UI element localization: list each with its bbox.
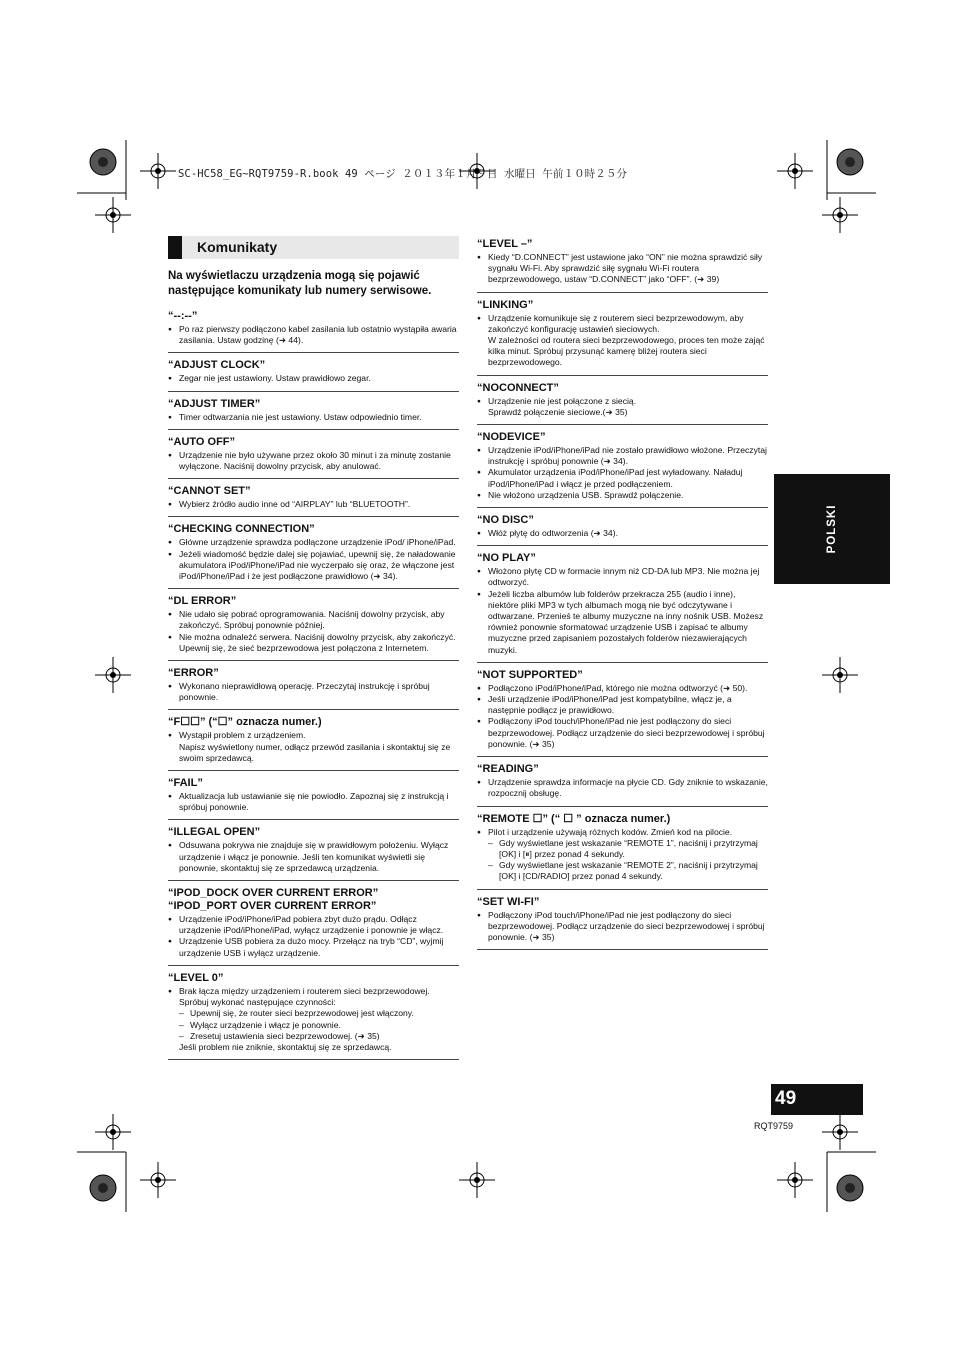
message-code: “CANNOT SET” [168,485,251,498]
crosshair-icon [459,1162,495,1198]
message-list-left [168,308,459,1060]
message-code: “F☐☐” (“☐” oznacza numer.) [168,716,322,729]
message-description [477,445,768,501]
description-item: ● Włóż płytę do odtworzenia (➜ 34). [477,528,768,539]
description-item: ● Podłączono iPod/iPhone/iPad, którego nie można odtworzyć (➜ 50). [477,683,768,694]
message-entry [477,297,768,376]
heading-bar [168,236,182,259]
crosshair-icon [95,197,131,233]
message-code: “LEVEL –” [477,238,533,250]
message-code: “--:--” [168,310,198,322]
message-description [168,450,459,472]
intro-text: Na wyświetlaczu urządzenia mogą się pojawić następujące komunikaty lub numery serwisowe. [168,270,432,297]
message-description [168,609,459,654]
description-item: ● Pilot i urządzenie używają różnych kodów. Zmień kod na pilocie. [477,827,768,838]
description-item: ● Nie udało się pobrać oprogramowania. Naciśnij dowolny przycisk, aby zakończyć. Spróbuj ponownie później. [168,609,459,631]
crosshair-icon [777,153,813,189]
message-entry [477,380,768,425]
message-entry [168,593,459,661]
crosshair-icon [822,657,858,693]
message-entry [168,824,459,881]
crosshair-icon [95,657,131,693]
description-item: ● Wykonano nieprawidłową operację. Przeczytaj instrukcję i spróbuj ponownie. [168,681,459,703]
page-number: 49 [775,1088,797,1109]
description-item: – Zresetuj ustawienia sieci bezprzewodowej. (➜ 35) [168,1031,459,1042]
description-item: ● Nie można odnaleźć serwera. Naciśnij dowolny przycisk, aby zakończyć. Upewnij się, że sieć bezprzewodowa jest połączona z Internetem. [168,632,459,654]
print-header: SC-HC58_EG~RQT9759-R.book 49 ページ ２０１３年１月９日 水曜日 午前１０時２５分 [178,168,628,180]
message-code: “LINKING” [477,298,534,311]
message-description [168,914,459,959]
description-item: ● Główne urządzenie sprawdza podłączone urządzenie iPod/ iPhone/iPad. [168,537,459,548]
registration-star-icon [90,149,116,175]
crosshair-icon [822,197,858,233]
message-description [477,683,768,750]
message-description [477,910,768,944]
description-item: ● Urządzenie nie było używane przez około 30 minut i za minutę zostanie wyłączone. Naciśnij dowolny przycisk, aby anulować. [168,450,459,472]
message-entry [168,434,459,479]
description-item: ● Zegar nie jest ustawiony. Ustaw prawidłowo zegar. [168,373,459,384]
message-description [168,499,459,510]
registration-star-icon [837,149,863,175]
message-list-right [477,236,768,950]
message-entry [477,429,768,508]
message-code: “ADJUST CLOCK” [168,359,266,372]
message-entry [477,236,768,293]
message-entry [168,308,459,353]
description-item: – Upewnij się, że router sieci bezprzewodowej jest włączony. [168,1008,459,1019]
message-entry [168,775,459,820]
message-entry [168,714,459,771]
message-description [168,324,459,346]
description-item: W zależności od routera sieci bezprzewodowego, proces ten może zająć kilka minut. Spróbuj przysunąć kamerę bliżej routera sieci bezprzewodowego. [488,335,765,368]
message-description [477,252,768,286]
message-code: “READING” [477,763,539,776]
description-item: ● Urządzenie sprawdza informacje na płycie CD. Gdy zniknie to wskazanie, rozpocznij obsługę. [477,777,768,799]
crosshair-icon [140,153,176,189]
description-item: ● Nie włożono urządzenia USB. Sprawdź połączenie. [477,490,768,501]
message-entry [477,550,768,663]
message-description [477,528,768,539]
message-entry [168,357,459,391]
description-item: – Gdy wyświetlane jest wskazanie “REMOTE 2”, naciśnij i przytrzymaj [OK] i [CD/RADIO] przez ponad 4 sekundy. [477,860,768,882]
description-item: Sprawdź połączenie sieciowe.(➜ 35) [488,406,628,417]
message-code: “NODEVICE” [477,431,546,444]
description-item: ● Podłączony iPod touch/iPhone/iPad nie jest podłączony do sieci bezprzewodowej. Podłącz urządzenie do sieci bezprzewodowej i spróbuj ponownie. (➜ 35) [477,910,768,944]
message-entry [168,483,459,517]
message-description [477,313,768,369]
message-description [168,730,459,764]
description-item: ● Jeżeli wiadomość będzie dalej się pojawiać, upewnij się, że naładowanie akumulatora iPod/iPhone/iPad nie wyczerpało się oraz, że włączone jest iPod/iPhone/iPad i że jest podłączone prawidłowo (➜ 34). [168,549,459,583]
description-item: ● Po raz pierwszy podłączono kabel zasilania lub ostatnio wystąpiła awaria zasilania. Ustaw godzinę (➜ 44). [168,324,459,346]
message-entry [477,667,768,757]
message-description [477,777,768,799]
message-entry [168,665,459,710]
message-description [168,791,459,813]
message-entry [477,811,768,890]
description-item: ● Timer odtwarzania nie jest ustawiony. Ustaw odpowiednio timer. [168,412,459,423]
crosshair-icon [777,1162,813,1198]
message-code: “CHECKING CONNECTION” [168,523,315,536]
description-item: ● Odsuwana pokrywa nie znajduje się w prawidłowym położeniu. Wyłącz urządzenie i włącz je ponownie. Jeśli ten komunikat wyświetli się ponownie, skontaktuj się ze sprzedawcą urządzenia. [168,840,459,874]
description-item: ● Brak łącza między urządzeniem i routerem sieci bezprzewodowej. Spróbuj wykonać następujące czynności: [168,986,459,1008]
message-entry [477,894,768,951]
crosshair-icon [140,1162,176,1198]
message-description [168,537,459,582]
left-column [168,236,459,1064]
description-item: ● Urządzenie iPod/iPhone/iPad nie zostało prawidłowo włożone. Przeczytaj instrukcję i spróbuj ponownie (➜ 34). [477,445,768,467]
message-description [168,986,459,1053]
message-code: “ERROR” [168,667,219,680]
language-tab [774,474,890,584]
message-entry [168,521,459,589]
message-code: “ILLEGAL OPEN” [168,826,261,839]
message-code: “NO PLAY” [477,552,536,565]
message-code: “NOT SUPPORTED” [477,668,583,681]
message-code: “ADJUST TIMER” [168,397,261,410]
description-item: ● Wystąpił problem z urządzeniem. [168,730,459,741]
description-item: ● Urządzenie nie jest połączone z siecią. [477,396,768,407]
description-item: ● Wybierz źródło audio inne od “AIRPLAY” lub “BLUETOOTH”. [168,499,459,510]
description-item: ● Kiedy “D.CONNECT” jest ustawione jako “ON” nie można sprawdzić siły sygnału Wi-Fi. Aby sprawdzić siłę sygnału Wi-Fi routera bezprzewodowego, ustaw “D.CONNECT” jako “OFF”. (➜ 39) [477,252,768,286]
message-code: “SET WI-FI” [477,895,540,908]
message-code: “FAIL” [168,777,203,790]
page-number-box [771,1084,863,1115]
description-item: ● Jeżeli liczba albumów lub folderów przekracza 255 (audio i inne), niektóre pliki MP3 w tych albumach mogą nie być odczytywane i odtwarzane. Przenieś te albumy muzyczne na inny nośnik USB. Możesz również ponownie sformatować urządzenie USB i zapisać te albumy muzyczne przed zapisaniem pozostałych folderów niezawierających muzyki. [477,589,768,656]
description-item: ● Urządzenie komunikuje się z routerem sieci bezprzewodowym, aby zakończyć konfigurację ustawień sieciowych. [477,313,768,335]
crosshair-icon [822,1114,858,1150]
registration-star-icon [837,1175,863,1201]
description-item: ● Urządzenie iPod/iPhone/iPad pobiera zbyt dużo prądu. Odłącz urządzenie iPod/iPhone/iPad, wyłącz urządzenie i ponownie je włącz. [168,914,459,936]
section-heading [168,236,459,259]
language-tab-label: POLSKI [826,504,838,554]
message-code: “REMOTE ☐” (“ ☐ ” oznacza numer.) [477,812,671,825]
description-item: – Wyłącz urządzenie i włącz je ponownie. [168,1020,459,1031]
message-description [477,396,768,418]
section-title: Komunikaty [197,239,278,255]
message-code: “LEVEL 0” [168,971,224,984]
description-item: ● Urządzenie USB pobiera za dużo mocy. Przełącz na tryb “CD”, wyjmij urządzenie USB i wyłącz urządzenie. [168,936,459,958]
description-item: ● Akumulator urządzenia iPod/iPhone/iPad jest wyładowany. Naładuj iPod/iPhone/iPad i włącz je przed podłączeniem. [477,467,768,489]
description-item: Napisz wyświetlony numer, odłącz przewód zasilania i skontaktuj się ze swoim sprzedawcą. [179,741,451,763]
message-code: “AUTO OFF” [168,435,236,448]
message-entry [168,885,459,966]
message-description [168,681,459,703]
registration-star-icon [90,1175,116,1201]
message-entry [168,970,459,1060]
message-code: “NO DISC” [477,514,534,527]
message-description [168,840,459,874]
message-description [168,373,459,384]
right-column [477,236,768,954]
description-item: – Gdy wyświetlane jest wskazanie “REMOTE 1”, naciśnij i przytrzymaj [OK] i [⏸] przez ponad 4 sekundy. [477,838,768,860]
document-code: RQT9759 [754,1121,794,1131]
description-item: ● Jeśli urządzenie iPod/iPhone/iPad jest kompatybilne, włącz je, a następnie podłącz je prawidłowo. [477,694,768,716]
message-description [168,412,459,423]
message-code: “NOCONNECT” [477,381,559,394]
message-description [477,566,768,656]
message-entry [168,396,459,430]
description-item: Jeśli problem nie zniknie, skontaktuj się ze sprzedawcą. [179,1041,392,1052]
message-code: “DL ERROR” [168,595,237,608]
description-item: ● Aktualizacja lub ustawianie się nie powiodło. Zapoznaj się z instrukcją i spróbuj ponownie. [168,791,459,813]
description-item: ● Podłączony iPod touch/iPhone/iPad nie jest podłączony do sieci bezprzewodowej. Podłącz urządzenie do sieci bezprzewodowej i spróbuj ponownie. (➜ 35) [477,716,768,750]
message-code: “IPOD_DOCK OVER CURRENT ERROR” “IPOD_PORT OVER CURRENT ERROR” [168,887,379,913]
message-description [477,827,768,883]
message-entry [477,761,768,806]
description-item: ● Włożono płytę CD w formacie innym niż CD-DA lub MP3. Nie można jej odtworzyć. [477,566,768,588]
crosshair-icon [95,1114,131,1150]
message-entry [477,512,768,546]
